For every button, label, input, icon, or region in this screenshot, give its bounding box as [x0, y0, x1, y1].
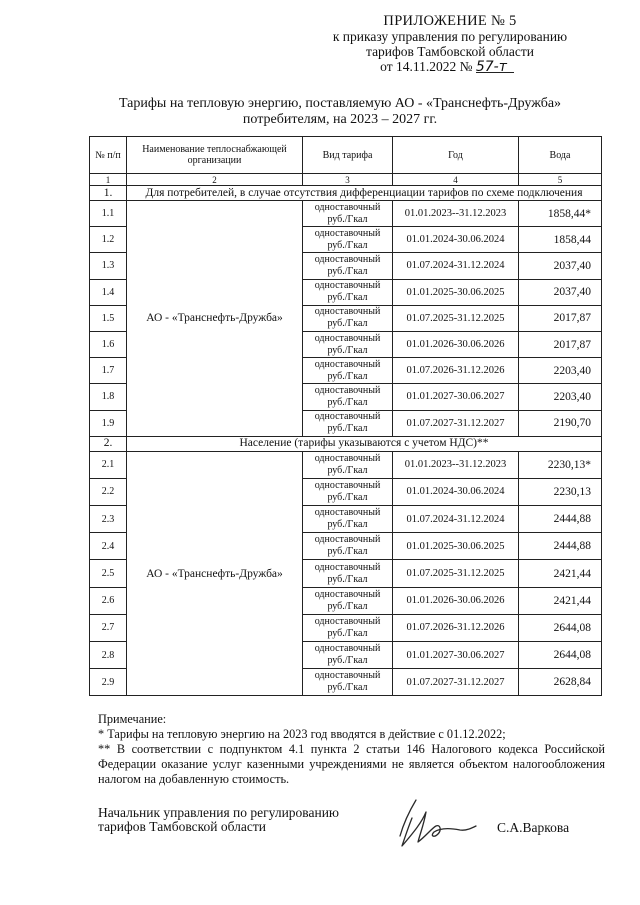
- tariff-kind: [303, 279, 393, 305]
- tariff-kind: [303, 331, 393, 357]
- tariff-kind-type: одноставочный: [314, 561, 381, 573]
- organization-name: АО - «Транснефть-Дружба»: [127, 201, 303, 437]
- tariff-kind-type: одноставочный: [314, 280, 381, 292]
- tariff-kind-unit: руб./Гкал: [327, 423, 368, 435]
- tariff-value-water: 2421,44: [519, 560, 602, 587]
- section-title: Для потребителей, в случае отсутствия дифференциации тарифов по схеме подключения: [127, 186, 602, 201]
- appendix-authority: тарифов Тамбовской области: [366, 44, 534, 59]
- column-number: 4: [393, 174, 519, 186]
- section-row: [90, 436, 602, 451]
- tariff-kind: [303, 451, 393, 478]
- tariff-period: 01.07.2026-31.12.2026: [393, 358, 519, 384]
- tariff-kind-unit: руб./Гкал: [327, 265, 368, 277]
- tariff-kind-unit: руб./Гкал: [327, 344, 368, 356]
- header-num: № п/п: [90, 137, 127, 174]
- tariff-value-water: 2230,13*: [519, 451, 602, 478]
- tariff-kind-unit: руб./Гкал: [327, 396, 368, 408]
- tariff-value-water: 2037,40: [519, 253, 602, 279]
- tariff-period: 01.01.2023--31.12.2023: [393, 451, 519, 478]
- tariff-kind-type: одноставочный: [314, 643, 381, 655]
- column-number: 5: [519, 174, 602, 186]
- column-number: 3: [303, 174, 393, 186]
- row-number: 1.7: [90, 358, 127, 384]
- tariff-value-water: 2444,88: [519, 533, 602, 560]
- signer-position-line1: Начальник управления по регулированию: [98, 805, 340, 820]
- tariff-value-water: 2421,44: [519, 587, 602, 614]
- table-row: [90, 451, 602, 478]
- tariff-value-water: 2644,08: [519, 614, 602, 641]
- tariff-kind-type: одноставочный: [314, 534, 381, 546]
- tariff-kind-unit: руб./Гкал: [327, 491, 368, 503]
- tariff-period: 01.01.2027-30.06.2027: [393, 384, 519, 410]
- tariff-kind-unit: руб./Гкал: [327, 318, 368, 330]
- tariff-kind-unit: руб./Гкал: [327, 519, 368, 531]
- tariff-kind-type: одноставочный: [314, 452, 381, 464]
- section-number: 1.: [90, 186, 127, 201]
- table-row: [90, 201, 602, 227]
- tariff-kind-unit: руб./Гкал: [327, 573, 368, 585]
- row-number: 1.1: [90, 201, 127, 227]
- signer-position-line2: тарифов Тамбовской области: [98, 819, 266, 834]
- column-number-row: [90, 174, 602, 186]
- tariff-period: 01.07.2025-31.12.2025: [393, 305, 519, 331]
- order-number-handwritten: 57-т: [476, 60, 520, 75]
- section-row: [90, 186, 602, 201]
- tariff-kind-type: одноставочный: [314, 306, 381, 318]
- tariff-value-water: 1858,44*: [519, 201, 602, 227]
- tariff-table-body: [90, 186, 602, 696]
- tariff-kind-unit: руб./Гкал: [327, 600, 368, 612]
- tariff-table: [89, 136, 602, 696]
- row-number: 1.9: [90, 410, 127, 436]
- tariff-value-water: 2037,40: [519, 279, 602, 305]
- tariff-kind: [303, 506, 393, 533]
- tariff-kind-type: одноставочный: [314, 253, 381, 265]
- tariff-kind-type: одноставочный: [314, 670, 381, 682]
- tariff-kind: [303, 478, 393, 505]
- tariff-period: 01.01.2026-30.06.2026: [393, 587, 519, 614]
- tariff-value-water: 2190,70: [519, 410, 602, 436]
- handwritten-signature: [390, 792, 480, 850]
- tariff-kind: [303, 587, 393, 614]
- tariff-kind-unit: руб./Гкал: [327, 239, 368, 251]
- header-water: Вода: [519, 137, 602, 174]
- tariff-kind-unit: руб./Гкал: [327, 546, 368, 558]
- tariff-period: 01.01.2024-30.06.2024: [393, 478, 519, 505]
- tariff-value-water: 2203,40: [519, 384, 602, 410]
- appendix-title: ПРИЛОЖЕНИЕ № 5: [383, 13, 517, 29]
- row-number: 1.4: [90, 279, 127, 305]
- tariff-period: 01.07.2026-31.12.2026: [393, 614, 519, 641]
- tariff-kind-unit: руб./Гкал: [327, 292, 368, 304]
- tariff-period: 01.07.2027-31.12.2027: [393, 410, 519, 436]
- tariff-kind: [303, 560, 393, 587]
- tariff-period: 01.01.2026-30.06.2026: [393, 331, 519, 357]
- tariff-period: 01.07.2025-31.12.2025: [393, 560, 519, 587]
- row-number: 2.6: [90, 587, 127, 614]
- appendix-order-date: [380, 59, 520, 75]
- tariff-period: 01.01.2024-30.06.2024: [393, 227, 519, 253]
- row-number: 2.2: [90, 478, 127, 505]
- tariff-kind-type: одноставочный: [314, 332, 381, 344]
- tariff-value-water: 2203,40: [519, 358, 602, 384]
- tariff-kind: [303, 201, 393, 227]
- tariff-kind: [303, 305, 393, 331]
- tariff-kind-type: одноставочный: [314, 227, 381, 239]
- tariff-kind: [303, 642, 393, 669]
- tariff-period: 01.01.2025-30.06.2025: [393, 533, 519, 560]
- tariff-period: 01.01.2025-30.06.2025: [393, 279, 519, 305]
- tariff-kind-type: одноставочный: [314, 358, 381, 370]
- appendix-order-ref: к приказу управления по регулированию: [332, 29, 568, 44]
- tariff-kind: [303, 410, 393, 436]
- tariff-kind-type: одноставочный: [314, 615, 381, 627]
- tariff-kind: [303, 384, 393, 410]
- appendix-header: [300, 14, 600, 75]
- row-number: 2.7: [90, 614, 127, 641]
- row-number: 2.3: [90, 506, 127, 533]
- tariff-value-water: 1858,44: [519, 227, 602, 253]
- header-org: Наименование теплоснабжающей организации: [127, 137, 303, 174]
- row-number: 1.5: [90, 305, 127, 331]
- tariff-kind-unit: руб./Гкал: [327, 370, 368, 382]
- tariff-kind: [303, 533, 393, 560]
- row-number: 2.8: [90, 642, 127, 669]
- tariff-kind-type: одноставочный: [314, 411, 381, 423]
- section-number: 2.: [90, 436, 127, 451]
- row-number: 1.2: [90, 227, 127, 253]
- tariff-period: 01.07.2024-31.12.2024: [393, 253, 519, 279]
- tariff-kind-unit: руб./Гкал: [327, 464, 368, 476]
- note-2023-effective: * Тарифы на тепловую энергию на 2023 год вводятся в действие с 01.12.2022;: [98, 727, 506, 741]
- row-number: 1.8: [90, 384, 127, 410]
- tariff-kind-unit: руб./Гкал: [327, 655, 368, 667]
- tariff-value-water: 2230,13: [519, 478, 602, 505]
- tariff-value-water: 2444,88: [519, 506, 602, 533]
- tariff-value-water: 2017,87: [519, 331, 602, 357]
- row-number: 2.4: [90, 533, 127, 560]
- order-date-text: от 14.11.2022 №: [380, 59, 473, 74]
- tariff-kind: [303, 669, 393, 696]
- signer-name: С.А.Варкова: [497, 820, 570, 835]
- row-number: 1.6: [90, 331, 127, 357]
- organization-name: АО - «Транснефть-Дружба»: [127, 451, 303, 696]
- tariff-kind: [303, 614, 393, 641]
- tariff-kind-unit: руб./Гкал: [327, 682, 368, 694]
- notes: [98, 712, 605, 787]
- column-number: 2: [127, 174, 303, 186]
- header-year: Год: [393, 137, 519, 174]
- tariff-period: 01.07.2024-31.12.2024: [393, 506, 519, 533]
- row-number: 2.9: [90, 669, 127, 696]
- row-number: 2.1: [90, 451, 127, 478]
- note-vat-exemption: ** В соответствии с подпунктом 4.1 пункта 2 статьи 146 Налогового кодекса Российской Федерации оказание услуг казенными учреждениями не является объектом налогообложения налогом на добавленную стоимость.: [98, 742, 605, 786]
- document-title-line1: Тарифы на тепловую энергию, поставляемую АО - «Транснефть-Дружба»: [118, 96, 562, 111]
- tariff-kind-type: одноставочный: [314, 201, 381, 213]
- tariff-period: 01.01.2027-30.06.2027: [393, 642, 519, 669]
- tariff-kind: [303, 227, 393, 253]
- tariff-kind-type: одноставочный: [314, 588, 381, 600]
- tariff-kind-type: одноставочный: [314, 384, 381, 396]
- section-title: Население (тарифы указываются с учетом НДС)**: [127, 436, 602, 451]
- tariff-kind-unit: руб./Гкал: [327, 213, 368, 225]
- tariff-period: 01.01.2023--31.12.2023: [393, 201, 519, 227]
- column-number: 1: [90, 174, 127, 186]
- tariff-value-water: 2644,08: [519, 642, 602, 669]
- tariff-kind-type: одноставочный: [314, 507, 381, 519]
- tariff-kind-unit: руб./Гкал: [327, 627, 368, 639]
- row-number: 2.5: [90, 560, 127, 587]
- signer-position: [98, 806, 339, 834]
- tariff-period: 01.07.2027-31.12.2027: [393, 669, 519, 696]
- tariff-kind: [303, 358, 393, 384]
- document-title: [60, 96, 620, 128]
- tariff-value-water: 2628,84: [519, 669, 602, 696]
- notes-heading: Примечание:: [98, 712, 167, 726]
- tariff-value-water: 2017,87: [519, 305, 602, 331]
- tariff-kind-type: одноставочный: [314, 479, 381, 491]
- header-kind: Вид тарифа: [303, 137, 393, 174]
- row-number: 1.3: [90, 253, 127, 279]
- tariff-kind: [303, 253, 393, 279]
- table-header-row: [90, 137, 602, 174]
- document-title-line2: потребителям, на 2023 – 2027 гг.: [242, 112, 438, 127]
